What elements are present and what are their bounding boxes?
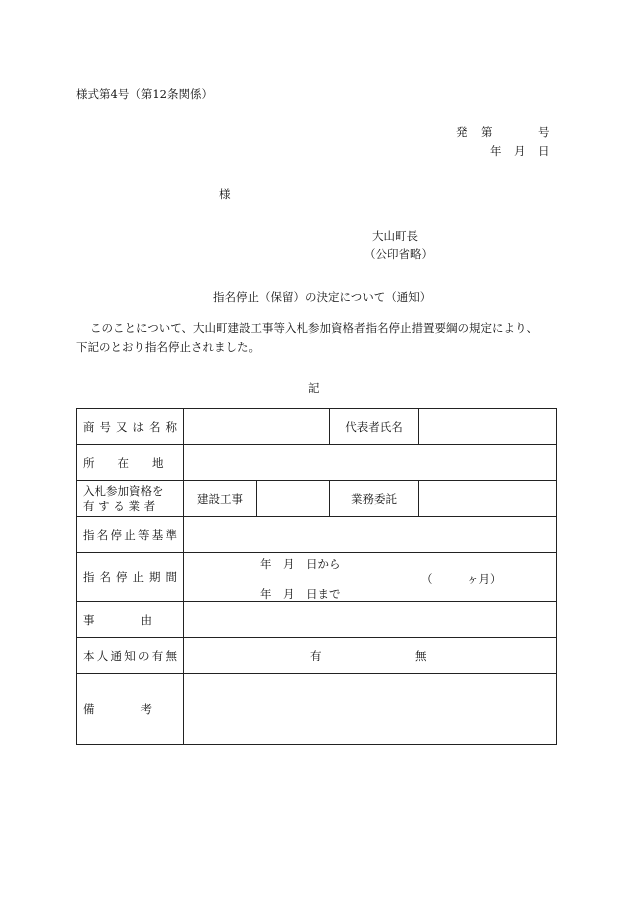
document-title: 指名停止（保留）の決定について（通知） [213,290,432,304]
notice-table [76,408,557,745]
qualification-label-line-2: 有 す る 業 者 [83,498,156,513]
address-value[interactable] [184,445,557,481]
row-qualification [77,481,557,517]
reason-value[interactable] [184,602,557,638]
reason-label: 事 由 [77,602,184,638]
row-period [77,553,557,602]
period-label: 指名停止期間 [77,553,184,602]
date-year: 年 [490,144,502,158]
row-remarks [77,674,557,745]
issue-go: 号 [538,125,550,139]
consignment-label: 業務委託 [330,481,419,517]
representative-value[interactable] [419,409,557,445]
period-from: 年 月 日から [260,557,341,571]
period-months: （ ヶ月） [421,572,502,586]
form-number: 様式第4号（第12条関係） [76,87,213,101]
notice-value[interactable] [184,638,557,674]
row-trade-name [77,409,557,445]
period-value[interactable] [184,553,557,602]
representative-label: 代表者氏名 [330,409,419,445]
body-line-1: このことについて、大山町建設工事等入札参加資格者指名停止措置要綱の規定により、 [90,321,539,335]
address-label: 所 在 地 [77,445,184,481]
qualification-label-line-1: 入札参加資格を [83,483,164,498]
trade-name-value[interactable] [184,409,330,445]
date-month: 月 [514,144,526,158]
construction-label: 建設工事 [184,481,257,517]
row-criteria [77,517,557,553]
notice-no[interactable]: 無 [415,649,427,663]
row-reason [77,602,557,638]
construction-value[interactable] [257,481,330,517]
criteria-label: 指名停止等基準 [77,517,184,553]
notice-label: 本人通知の有無 [77,638,184,674]
sender-seal: （公印省略） [364,247,433,261]
sender-name: 大山町長 [372,229,418,243]
criteria-value[interactable] [184,517,557,553]
consignment-value[interactable] [419,481,557,517]
trade-name-label: 商号又は名称 [77,409,184,445]
period-to: 年 月 日まで [260,587,341,601]
addressee-suffix: 様 [219,187,231,201]
remarks-value[interactable] [184,674,557,745]
row-address [77,445,557,481]
date-day: 日 [538,144,550,158]
ki-heading: 記 [308,381,320,395]
issue-dai: 第 [481,125,493,139]
issue-hatsu: 発 [456,125,468,139]
body-line-2: 下記のとおり指名停止されました。 [76,340,260,354]
qualification-label [77,481,184,517]
row-notice [77,638,557,674]
remarks-label: 備 考 [77,674,184,745]
notice-yes[interactable]: 有 [310,649,322,663]
